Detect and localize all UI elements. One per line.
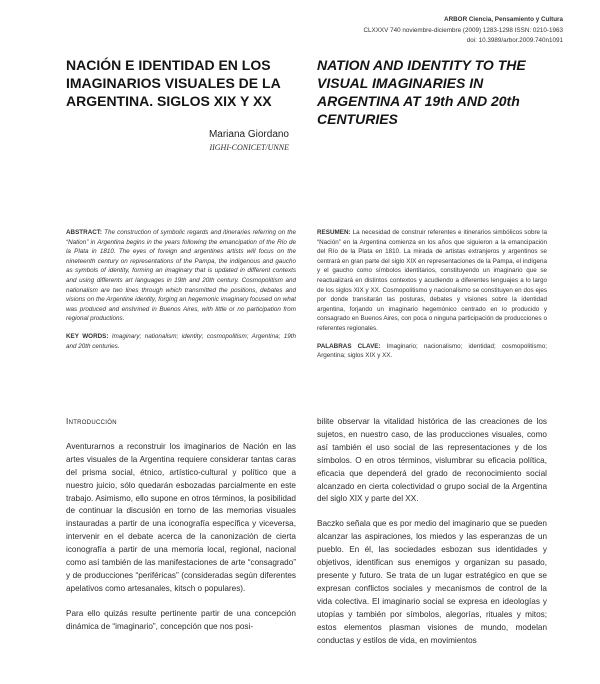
title-spanish: NACIÓN E IDENTIDAD EN LOS IMAGINARIOS VISUALES DE LA ARGENTINA. SIGLOS XIX Y XX [66,57,281,109]
keywords-paragraph [66,332,296,351]
author-block [209,128,289,155]
body-paragraph: bilite observar la vitalidad histórica de las creaciones de los sujetos, en nuestro caso, de las producciones visuales, como así también el uso social de las representaciones y de los símbolos. O en otros términos, vislumbrar su eficacia política, eficacia que dependerá del grado de reconocimiento social alcanzado en cierta colectividad o grupo social de la Argentina del siglo XIX y parte del XX. [317,417,547,504]
abstract-english [66,228,296,351]
journal-header [363,15,563,47]
keywords-label: KEY WORDS: [66,332,109,340]
palabras-clave-paragraph [317,342,547,361]
abstract-label: ABSTRACT: [66,229,103,236]
resumen-text: La necesidad de construir referentes e itinerarios simbólicos sobre la “Nación” en la Argentina comienza en los años que siguieron a la emancipación del Río de la Plata en 1810. La mirada de artistas extranjeros y argentinos se centrará en gran parte del siglo XIX en representaciones de la Pampa, el indígena y el gaucho como símbolos identitarios, constituyendo un imaginario que se reactualizará en distintos contextos y acudiendo a diferentes lenguajes a lo largo de los siglos XIX y XX. Cosmopolitismo y nacionalismo se constituyen en dos ejes por donde transitarán las posturas, debates y visiones sobre la identidad argentina, forjando un imaginario hegemónico centrado en lo producido y consagrado en Buenos Aires, con poca o ninguna participación de producciones o referentes regionales. [317,229,547,332]
body-paragraph: Baczko señala que es por medio del imaginario que se pueden alcanzar las aspiraciones, los miedos y las esperanzas de un pueblo. En él, las sociedades esbozan sus identidades y objetivos, identifican sus enemigos y organizan su pasado, presente y futuro. Se trata de un lugar estratégico en que se expresan conflictos sociales y mecanismos de control de la vida colectiva. El imaginario social se expresa en ideologías y utopías y también por símbolos, alegorías, rituales y mitos; estos elementos plasman visiones de mundo, modelan conductas y estilos de vida, en movimientos [317,519,547,645]
journal-name: ARBOR Ciencia, Pensamiento y Cultura [444,16,563,23]
body-paragraph: Aventurarnos a reconstruir los imaginarios de Nación en las artes visuales de la Argentina requiere considerar tantas caras del prisma social, étnico, artístico-cultural y político que a nuestro juicio, sólo quedarán esbozadas parcialmente en este trabajo. Asimismo, ello supone en otros términos, la posibilidad de continuar la discusión en torno de las memorias visuales instauradas a partir de una iconografía específica y viceversa, intervenir en el debate acerca de la canonización de cierta iconografía a partir de una memoria local, regional, nacional como así también de las manifestaciones de arte “consagrado” y de producciones “periféricas” (consideradas según diferentes apelativos como artesanales, kitsch o populares). [66,441,296,593]
author-name: Mariana Giordano [208,129,289,140]
abstract-paragraph [66,228,296,324]
resumen-label: RESUMEN: [317,229,351,236]
abstract-text: The construction of symbolic regards and itineraries referring on the “Nation” in Argentina begins in the years following the emancipation of the Río de la Plata in 1810. The eyes of foreign and argentines artists will focus on the nineteenth century on representations of the Pampa, the indigenous and gaucho as symbols of identity, forming an imaginary that is updated in different contexts and using differents art languages in 19th and 20th century. Cosmopolitism and nationalism are two lines through which transmitted the positions, debates and visions on the Argentine identity, forging an hegemonic imaginary focused on what was produced and enshrined in Buenos Aires, with little or no participation from regional productions. [66,229,296,323]
journal-issue: CLXXXV 740 noviembre-diciembre (2009) 1283-1298 ISSN: 0210-1963 [363,26,563,34]
body-column-left [66,416,296,634]
body-column-right [317,416,547,647]
body-paragraph: Para ello quizás resulte pertinente partir de una concepción dinámica de “imaginario”, concepción que nos posi- [66,608,296,631]
resumen-paragraph [317,228,547,334]
palabras-clave-label: PALABRAS CLAVE: [317,342,381,350]
title-english: NATION AND IDENTITY TO THE VISUAL IMAGINARIES IN ARGENTINA AT 19th AND 20th CENTURIES [317,57,526,127]
keywords-text: Imaginary; nationalism; identity; cosmopolitism; Argentina; 19th and 20th centuries. [66,332,296,350]
abstract-spanish [317,228,547,361]
palabras-clave-text: Imaginario; nacionalismo; identidad; cosmopolitismo; Argentina; siglos XIX y XX. [317,342,547,360]
author-affiliation: IIGHI-CONICET/UNNE [209,143,289,152]
section-heading-introduccion: Introducción [66,417,117,426]
journal-doi: doi: 10.3989/arbor.2009.740n1091 [466,37,563,44]
